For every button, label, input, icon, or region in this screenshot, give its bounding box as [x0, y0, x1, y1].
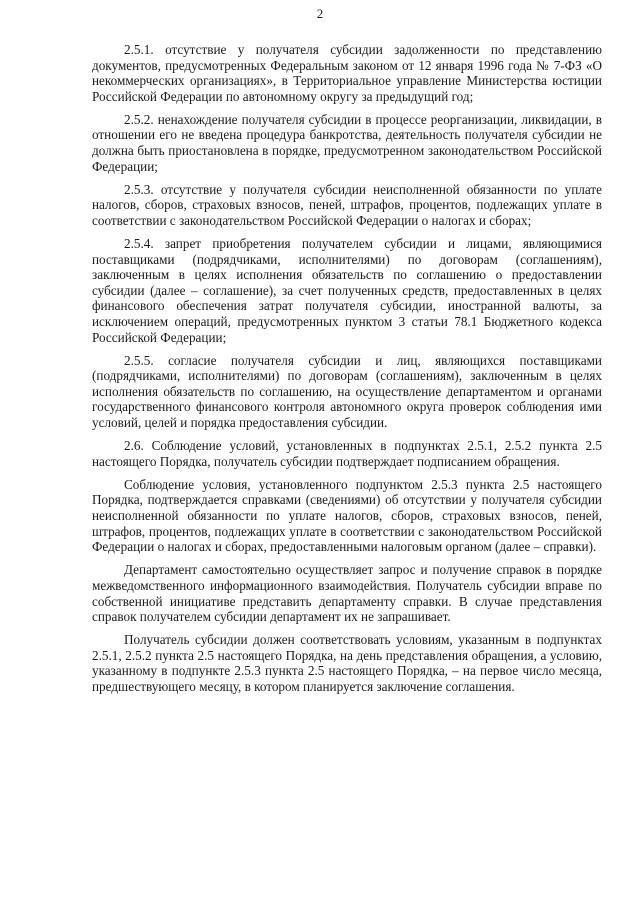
document-body — [92, 42, 602, 702]
paragraph-department-request: Департамент самостоятельно осуществляет запрос и получение справок в порядке межведомственного информационного взаимодействия. Получатель субсидии вправе по собственной инициативе представить департаменту справки. В случае представления справок получателем субсидии департамент их не запрашивает. — [92, 562, 602, 625]
paragraph-2-5-5: 2.5.5. согласие получателя субсидии и лиц, являющихся поставщиками (подрядчиками, исполнителями) по договорам (соглашениям), заключенным в целях исполнения обязательств по соглашению, на осуществление департаментом и органами государственного финансового контроля автономного округа проверок соблюдения ими условий, целей и порядка предоставления субсидии. — [92, 352, 602, 431]
paragraph-2-5-4: 2.5.4. запрет приобретения получателем субсидии и лицами, являющимися поставщиками (подрядчиками, исполнителями) по договорам (соглашениям), заключенным в целях исполнения обязательств по соглашению о предоставлении субсидии (далее – соглашение), за счет полученных средств, предоставленных в целях финансового обеспечения затрат получателя субсидии, иностранной валюты, за исключением операций, предусмотренных пунктом 3 статьи 78.1 Бюджетного кодекса Российской Федерации; — [92, 236, 602, 345]
paragraph-2-6: 2.6. Соблюдение условий, установленных в подпунктах 2.5.1, 2.5.2 пункта 2.5 настоящего Порядка, получатель субсидии подтверждает подписанием обращения. — [92, 438, 602, 469]
paragraph-2-5-2: 2.5.2. ненахождение получателя субсидии в процессе реорганизации, ликвидации, в отношении его не введена процедура банкротства, деятельность получателя субсидии не должна быть приостановлена в порядке, предусмотренном законодательством Российской Федерации; — [92, 111, 602, 174]
paragraph-2-5-3: 2.5.3. отсутствие у получателя субсидии неисполненной обязанности по уплате налогов, сборов, страховых взносов, пеней, штрафов, процентов, подлежащих уплате в соответствии с законодательством Российской Федерации о налогах и сборах; — [92, 181, 602, 228]
paragraph-2-5-1: 2.5.1. отсутствие у получателя субсидии задолженности по представлению документов, предусмотренных Федеральным законом от 12 января 1996 года № 7-ФЗ «О некоммерческих организациях», в Территориальное управление Министерства юстиции Российской Федерации по автономному округу за предыдущий год; — [92, 42, 602, 104]
paragraph-compliance-2-5-3: Соблюдение условия, установленного подпунктом 2.5.3 пункта 2.5 настоящего Порядка, подтверждается справками (сведениями) об отсутствии у получателя субсидии неисполненной обязанности по уплате налогов, сборов, страховых взносов, пеней, штрафов, процентов, подлежащих уплате в соответствии с законодательством Российской Федерации о налогах и сборах, предоставленными налоговым органом (далее – справки). — [92, 476, 602, 555]
page-number: 2 — [316, 6, 324, 21]
paragraph-recipient-conditions: Получатель субсидии должен соответствовать условиям, указанным в подпунктах 2.5.1, 2.5.2 пункта 2.5 настоящего Порядка, на день представления обращения, а условию, указанному в подпункте 2.5.3 пункта 2.5 настоящего Порядка, – на первое число месяца, предшествующего месяцу, в котором планируется заключение соглашения. — [92, 632, 602, 694]
